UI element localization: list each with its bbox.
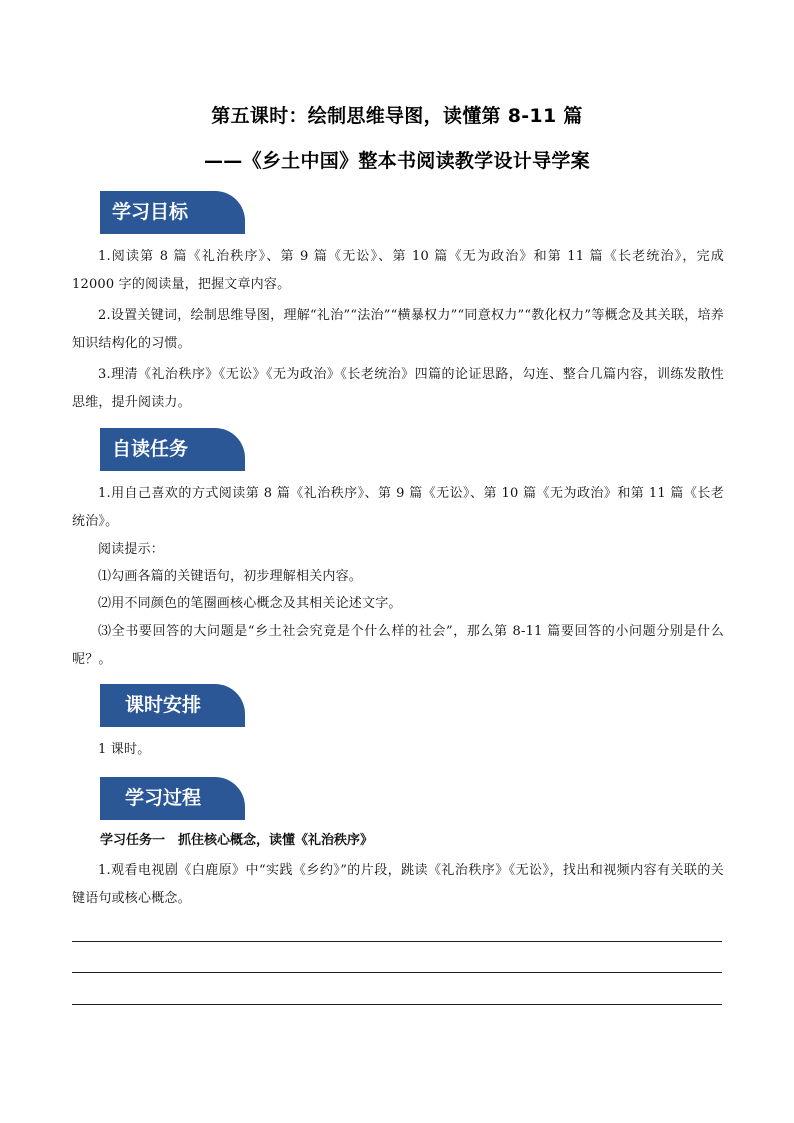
section-heading-schedule — [100, 684, 245, 727]
reading-tip-3: ⑶全书要回答的大问题是“乡土社会究竟是个什么样的社会”，那么第 8-11 篇要回答的小问题分别是什么呢？。 — [72, 624, 724, 667]
reading-tips-label: 阅读提示： — [98, 542, 165, 557]
answer-line — [72, 1004, 722, 1005]
goal-item-2: 2.设置关键词，绘制思维导图，理解“礼治”“法治”“横暴权力”“同意权力”“教化权力”等概念及其关联，培养知识结构化的习惯。 — [72, 308, 724, 351]
section-heading-self-reading — [100, 428, 245, 471]
goal-item-3: 3.理清《礼治秩序》《无讼》《无为政治》《长老统治》四篇的论证思路，勾连、整合几篇内容，训练发散性思维，提升阅读力。 — [72, 367, 724, 410]
answer-line — [72, 941, 722, 942]
section-heading-schedule-label: 课时安排 — [125, 694, 202, 716]
answer-line — [72, 972, 722, 973]
task-title: 学习任务一 抓住核心概念，读懂《礼治秩序》 — [100, 833, 374, 848]
page-subtitle: ——《乡土中国》整本书阅读教学设计导学案 — [203, 150, 590, 172]
section-heading-goals — [100, 191, 245, 234]
page-title: 第五课时：绘制思维导图，读懂第 8-11 篇 — [211, 105, 583, 127]
section-heading-self-reading-label: 自读任务 — [112, 438, 189, 460]
reading-tip-1: ⑴勾画各篇的关键语句，初步理解相关内容。 — [98, 569, 363, 584]
reading-tip-2: ⑵用不同颜色的笔圈画核心概念及其相关论述文字。 — [98, 596, 402, 611]
section-heading-goals-label: 学习目标 — [112, 201, 189, 223]
section-heading-process — [100, 777, 245, 820]
section-heading-process-label: 学习过程 — [125, 787, 202, 809]
task-item-1: 1.观看电视剧《白鹿原》中“实践《乡约》”的片段，跳读《礼治秩序》《无讼》，找出和视频内容有关联的关键语句或核心概念。 — [72, 863, 724, 906]
goal-item-1: 1.阅读第 8 篇《礼治秩序》、第 9 篇《无讼》、第 10 篇《无为政治》和第 11 篇《长老统治》，完成 12000 字的阅读量，把握文章内容。 — [72, 249, 724, 292]
schedule-text: 1 课时。 — [98, 742, 151, 757]
self-reading-item-1: 1.用自己喜欢的方式阅读第 8 篇《礼治秩序》、第 9 篇《无讼》、第 10 篇《无为政治》和第 11 篇《长老统治》。 — [72, 486, 724, 529]
